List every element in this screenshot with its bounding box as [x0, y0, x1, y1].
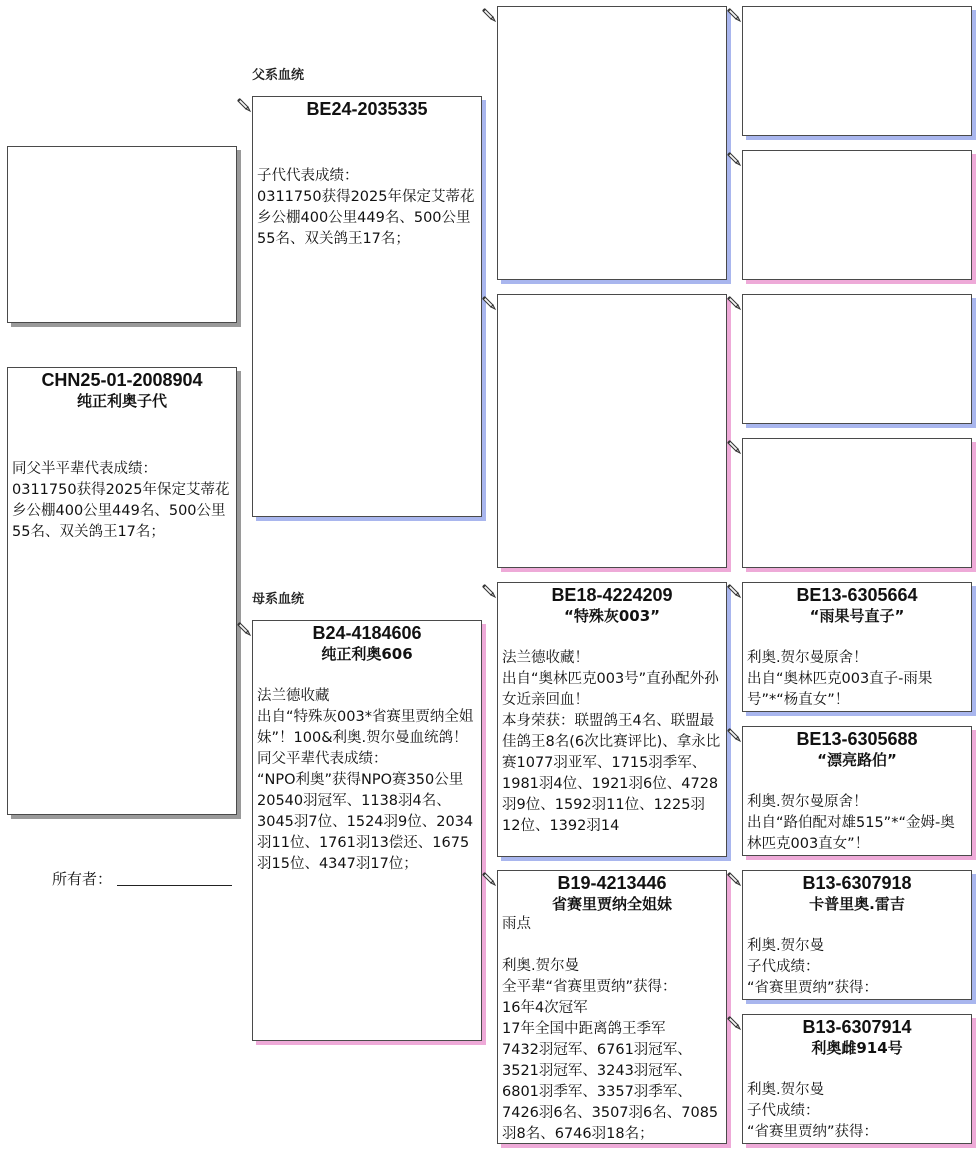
owner-input-line[interactable]	[117, 885, 232, 886]
dam-sire-ring-number: BE18-4224209	[551, 585, 673, 605]
owner-label: 所有者：	[52, 870, 113, 888]
dam-dam-name: 省赛里贾纳全姐妹	[551, 895, 672, 913]
dd-dam-card[interactable]	[742, 1014, 972, 1144]
dam-sire-card[interactable]	[497, 582, 727, 857]
edit-dam-dam-icon[interactable]	[481, 871, 497, 887]
edit-sd-sire-icon[interactable]	[726, 295, 742, 311]
dd-sire-ring-number: B13-6307918	[802, 873, 912, 893]
edit-dd-sire-icon[interactable]	[726, 871, 742, 887]
edit-ds-dam-icon[interactable]	[726, 727, 742, 743]
sire-dam-card[interactable]	[497, 294, 727, 568]
ds-dam-name: “漂亮路伯”	[817, 751, 897, 769]
dam-sire-name: “特殊灰003”	[563, 607, 661, 625]
dd-sire-name: 卡普里奥.雷吉	[809, 895, 905, 913]
ds-sire-ring-number: BE13-6305664	[796, 585, 918, 605]
dd-dam-name: 利奥雌914号	[811, 1039, 903, 1057]
ds-dam-notes: 利奥.贺尔曼原舍！ 出自“路伯配对雄515”*“金姆-奥林匹克003直女”！	[747, 794, 955, 852]
edit-dam-sire-icon[interactable]	[481, 583, 497, 599]
sire-card[interactable]	[252, 96, 482, 517]
edit-sd-dam-icon[interactable]	[726, 439, 742, 455]
subject-ring-number: CHN25-01-2008904	[41, 370, 203, 390]
dam-notes: 法兰德收藏 出自“特殊灰003*省赛里贾纳全姐妹”！100&利奥.贺尔曼血统鸽！ 同父平辈代表成绩： “NPO利奥”获得NPO赛350公里20540羽冠军、1138羽4名、3045羽7位、1524羽9位、2034羽11位、1761羽13偿还、1675羽15位、4347羽17位；	[257, 688, 474, 872]
dd-dam-ring-number: B13-6307914	[802, 1017, 912, 1037]
dam-sire-notes: 法兰德收藏！ 出自“奥林匹克003号”直孙配外孙女近亲回血！ 本身荣获：联盟鸽王4名、联盟最佳鸽王8名(6次比赛评比)、拿永比赛1077羽亚军、1715羽季军、1981羽4位、1921羽6位、4728羽9位、1592羽11位、1225羽12位、1392羽14	[502, 650, 721, 834]
dam-name: 纯正利奥606	[321, 645, 413, 663]
sd-sire-card[interactable]	[742, 294, 972, 424]
sd-dam-card[interactable]	[742, 438, 972, 568]
dam-line-label: 母系血统	[252, 592, 305, 607]
sire-notes: 子代代表成绩： 0311750获得2025年保定艾蒂花乡公棚400公里449名、500公里55名、双关鸽王17名；	[257, 168, 475, 247]
dam-ring-number: B24-4184606	[312, 623, 422, 643]
ds-sire-name: “雨果号直子”	[809, 607, 905, 625]
subject-card[interactable]	[7, 367, 237, 815]
sire-ring-number: BE24-2035335	[306, 99, 428, 119]
subject-notes: 同父半平辈代表成绩： 0311750获得2025年保定艾蒂花乡公棚400公里449名、500公里55名、双关鸽王17名；	[12, 461, 230, 540]
edit-dam-icon[interactable]	[236, 621, 252, 637]
edit-sire-icon[interactable]	[236, 97, 252, 113]
edit-dd-dam-icon[interactable]	[726, 1015, 742, 1031]
edit-ds-sire-icon[interactable]	[726, 583, 742, 599]
ss-sire-card[interactable]	[742, 6, 972, 136]
dd-sire-notes: 利奥.贺尔曼 子代成绩： “省赛里贾纳”获得：	[747, 938, 879, 996]
dam-card[interactable]	[252, 620, 482, 1041]
dam-dam-notes: 雨点 利奥.贺尔曼 全平辈“省赛里贾纳”获得： 16年4次冠军 17年全国中距离鸽王季军 7432羽冠军、6761羽冠军、3521羽冠军、3243羽冠军、6801羽季军、3357羽季军、7426羽6名、3507羽6名、7085羽8名、6746羽18名；	[502, 916, 719, 1142]
edit-sire-sire-icon[interactable]	[481, 7, 497, 23]
sire-sire-card[interactable]	[497, 6, 727, 280]
dam-dam-card[interactable]	[497, 870, 727, 1144]
edit-ss-dam-icon[interactable]	[726, 151, 742, 167]
dam-dam-ring-number: B19-4213446	[557, 873, 667, 893]
dd-dam-notes: 利奥.贺尔曼 子代成绩： “省赛里贾纳”获得：	[747, 1082, 879, 1140]
subject-photo-box	[7, 146, 237, 323]
edit-ss-sire-icon[interactable]	[726, 7, 742, 23]
ds-sire-notes: 利奥.贺尔曼原舍！ 出自“奥林匹克003直子-雨果号”*“杨直女”！	[747, 650, 933, 708]
sire-line-label: 父系血统	[252, 68, 305, 83]
ds-dam-ring-number: BE13-6305688	[796, 729, 918, 749]
subject-name: 纯正利奥子代	[76, 392, 167, 410]
ss-dam-card[interactable]	[742, 150, 972, 280]
edit-sire-dam-icon[interactable]	[481, 295, 497, 311]
dd-sire-card[interactable]	[742, 870, 972, 1000]
ds-dam-card[interactable]	[742, 726, 972, 856]
ds-sire-card[interactable]	[742, 582, 972, 712]
